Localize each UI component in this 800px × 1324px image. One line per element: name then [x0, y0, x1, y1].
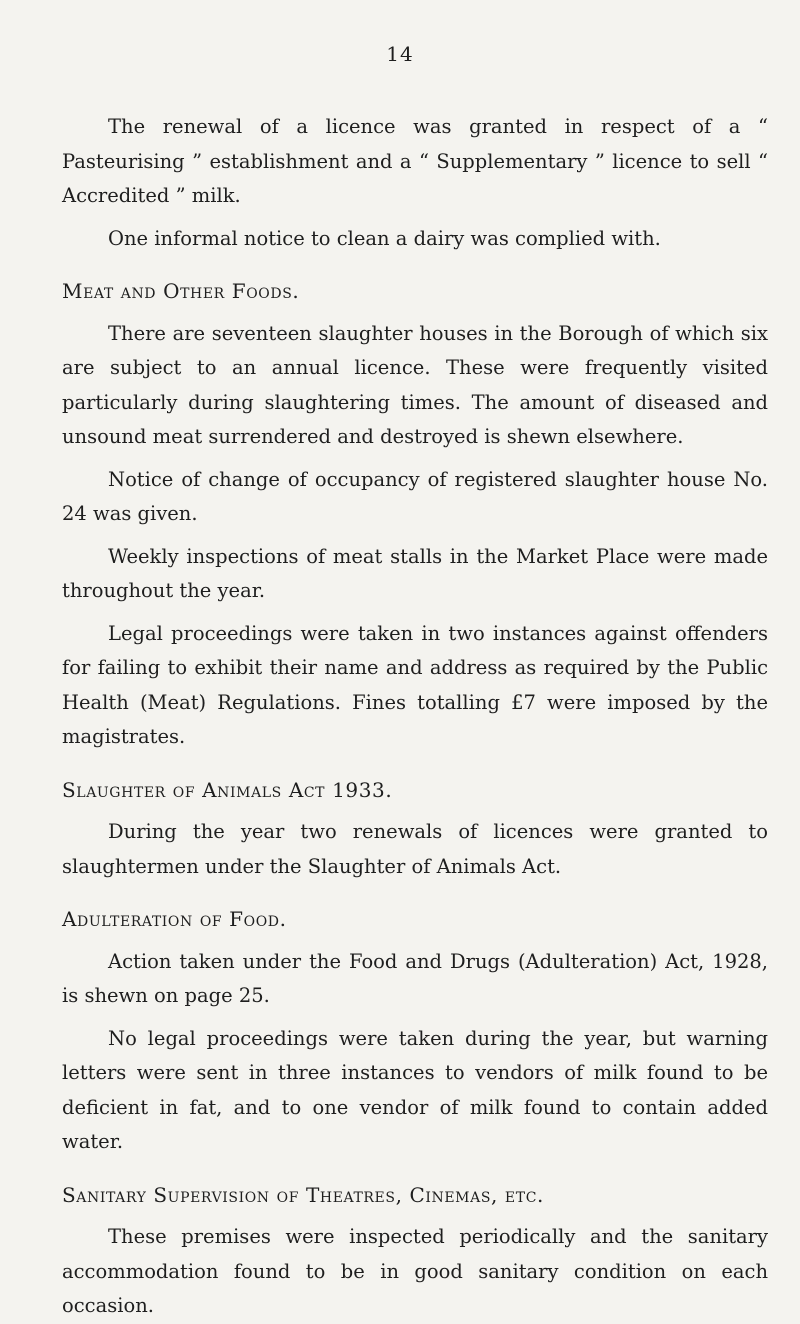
paragraph-adulteration-action: Action taken under the Food and Drugs (Adulteration) Act, 1928, is shewn on page 25. [62, 949, 768, 1007]
paragraph-legal-proceedings: Legal proceedings were taken in two instances against offenders for failing to exhibit their name and address as required by the Public Health (Meat) Regulations. Fines totalling £7 were imposed by the magistrates. [62, 621, 768, 748]
paragraph-sanitary-inspection: These premises were inspected periodically and the sanitary accommodation found to be in good sanitary condition on each occasion. [62, 1225, 768, 1317]
section-heading-slaughter-act: Slaughter of Animals Act 1933. [62, 777, 393, 802]
section-heading-sanitary: Sanitary Supervision of Theatres, Cinemas, etc. [62, 1182, 544, 1207]
section-heading-meat: Meat and Other Foods. [62, 279, 300, 303]
paragraph-warning-letters: No legal proceedings were taken during the year, but warning letters were sent in three instances to vendors of milk found to be deficient in fat, and to one vendor of milk found to contain added water. [62, 1026, 768, 1153]
section-heading-adulteration: Adulteration of Food. [62, 907, 287, 931]
paragraph-slaughtermen-licences: During the year two renewals of licences were granted to slaughtermen under the Slaughter of Animals Act. [62, 820, 768, 878]
paragraph-slaughter-houses: There are seventeen slaughter houses in the Borough of which six are subject to an annual licence. These were frequently visited particularly during slaughtering times. The amount of diseased and unsound meat surrendered and destroyed is shewn elsewhere. [62, 321, 768, 448]
paragraph-dairy-notice: One informal notice to clean a dairy was complied with. [108, 226, 661, 250]
page-number: 14 [386, 42, 414, 66]
paragraph-market-inspections: Weekly inspections of meat stalls in the Market Place were made throughout the year. [62, 544, 768, 602]
page-body [62, 110, 768, 1324]
paragraph-occupancy-notice: Notice of change of occupancy of registered slaughter house No. 24 was given. [62, 467, 768, 525]
paragraph-licence-renewal: The renewal of a licence was granted in respect of a “ Pasteurising ” establishment and a “ Supplementary ” licence to sell “ Accredited ” milk. [62, 115, 768, 207]
